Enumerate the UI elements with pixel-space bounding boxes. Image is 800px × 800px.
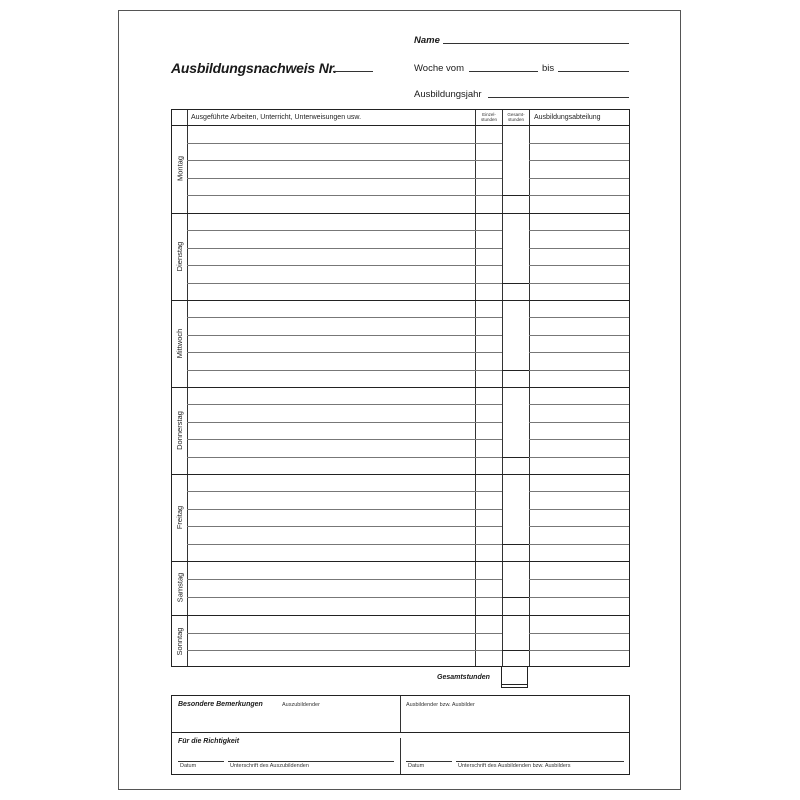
department-line[interactable] xyxy=(529,335,629,336)
entry-line[interactable] xyxy=(187,404,502,405)
total-hours-label: Gesamtstunden xyxy=(437,674,490,681)
entry-line[interactable] xyxy=(187,509,502,510)
form-title: Ausbildungsnachweis Nr. xyxy=(171,60,337,76)
day-label-dienstag: Dienstag xyxy=(175,241,184,271)
total-hours-line1: Gesamt- xyxy=(507,112,525,117)
signature-label-right: Unterschrift des Ausbildenden bzw. Ausbilders xyxy=(458,763,571,769)
department-line[interactable] xyxy=(529,509,629,510)
day-label-donnerstag: Donnerstag xyxy=(175,410,184,450)
day-separator xyxy=(172,474,629,475)
column-header-work: Ausgeführte Arbeiten, Unterricht, Unterweisungen usw. xyxy=(191,114,362,121)
column-divider xyxy=(502,110,503,666)
signature-line-right[interactable] xyxy=(456,761,624,762)
department-line[interactable] xyxy=(529,352,629,353)
entry-line[interactable] xyxy=(187,335,502,336)
department-line[interactable] xyxy=(529,422,629,423)
date-line-right[interactable] xyxy=(406,761,452,762)
department-line[interactable] xyxy=(529,544,629,545)
entry-line[interactable] xyxy=(187,143,502,144)
total-hours-line2: stunden xyxy=(507,117,524,122)
day-separator xyxy=(172,387,629,388)
column-divider xyxy=(187,110,188,666)
header-divider xyxy=(172,125,629,126)
remarks-divider xyxy=(172,732,629,733)
entry-line[interactable] xyxy=(187,422,502,423)
date-label-left: Datum xyxy=(180,763,197,769)
remarks-title: Besondere Bemerkungen xyxy=(178,701,263,708)
day-label-sonntag: Sonntag xyxy=(175,627,184,655)
remarks-section xyxy=(171,695,630,775)
department-line[interactable] xyxy=(529,526,629,527)
department-line[interactable] xyxy=(529,633,629,634)
name-label: Name xyxy=(414,35,440,46)
date-label-right: Datum xyxy=(408,763,425,769)
department-line[interactable] xyxy=(529,439,629,440)
column-divider xyxy=(475,110,476,666)
daily-total-line xyxy=(502,457,529,458)
entry-line[interactable] xyxy=(187,579,502,580)
daily-total-line xyxy=(502,370,529,371)
column-header-total-hours xyxy=(503,112,529,122)
daily-total-line xyxy=(502,195,529,196)
department-line[interactable] xyxy=(529,491,629,492)
trainer-remarks-label: Ausbildender bzw. Ausbilder xyxy=(406,702,475,708)
department-line[interactable] xyxy=(529,597,629,598)
department-line[interactable] xyxy=(529,650,629,651)
entry-line[interactable] xyxy=(187,370,502,371)
department-line[interactable] xyxy=(529,265,629,266)
training-year-label: Ausbildungsjahr xyxy=(414,89,482,100)
week-from-label: Woche vom xyxy=(414,63,464,74)
department-line[interactable] xyxy=(529,143,629,144)
department-line[interactable] xyxy=(529,579,629,580)
department-line[interactable] xyxy=(529,230,629,231)
entry-line[interactable] xyxy=(187,178,502,179)
entry-line[interactable] xyxy=(187,317,502,318)
entry-line[interactable] xyxy=(187,439,502,440)
entry-line[interactable] xyxy=(187,597,502,598)
department-line[interactable] xyxy=(529,195,629,196)
department-line[interactable] xyxy=(529,160,629,161)
day-label-freitag: Freitag xyxy=(175,505,184,529)
entry-line[interactable] xyxy=(187,544,502,545)
day-label-mittwoch: Mittwoch xyxy=(175,328,184,358)
name-field[interactable] xyxy=(443,43,629,44)
entry-line[interactable] xyxy=(187,265,502,266)
single-hours-line2: stunden xyxy=(480,117,497,122)
entry-line[interactable] xyxy=(187,457,502,458)
entry-line[interactable] xyxy=(187,230,502,231)
department-line[interactable] xyxy=(529,248,629,249)
column-divider xyxy=(529,110,530,666)
entry-line[interactable] xyxy=(187,352,502,353)
department-line[interactable] xyxy=(529,457,629,458)
department-line[interactable] xyxy=(529,178,629,179)
department-line[interactable] xyxy=(529,317,629,318)
daily-total-line xyxy=(502,283,529,284)
daily-total-line xyxy=(502,597,529,598)
column-header-department: Ausbildungsabteilung xyxy=(534,114,601,121)
training-year-field[interactable] xyxy=(488,97,629,98)
week-from-field[interactable] xyxy=(469,71,538,72)
day-label-samstag: Samstag xyxy=(175,572,184,603)
signature-line-left[interactable] xyxy=(228,761,394,762)
day-separator xyxy=(172,213,629,214)
day-separator xyxy=(172,615,629,616)
department-line[interactable] xyxy=(529,404,629,405)
daily-total-line xyxy=(502,650,529,651)
daily-total-line xyxy=(502,544,529,545)
column-header-single-hours xyxy=(476,112,502,122)
entry-line[interactable] xyxy=(187,160,502,161)
signature-split xyxy=(400,738,401,774)
entry-line[interactable] xyxy=(187,491,502,492)
date-line-left[interactable] xyxy=(178,761,224,762)
entry-line[interactable] xyxy=(187,248,502,249)
trainee-remarks-label: Auszubildender xyxy=(282,702,320,708)
entry-line[interactable] xyxy=(187,650,502,651)
department-line[interactable] xyxy=(529,370,629,371)
report-number-field[interactable] xyxy=(333,71,373,72)
week-to-label: bis xyxy=(542,63,555,74)
correctness-title: Für die Richtigkeit xyxy=(178,738,240,745)
entry-line[interactable] xyxy=(187,195,502,196)
week-to-field[interactable] xyxy=(558,71,629,72)
day-separator xyxy=(172,561,629,562)
entry-line[interactable] xyxy=(187,633,502,634)
day-separator xyxy=(172,300,629,301)
entry-line[interactable] xyxy=(187,283,502,284)
department-line[interactable] xyxy=(529,283,629,284)
signature-label-left: Unterschrift des Auszubildenden xyxy=(230,763,309,769)
total-hours-double-line xyxy=(501,684,528,685)
entry-line[interactable] xyxy=(187,526,502,527)
single-hours-line1: Einzel- xyxy=(482,112,496,117)
weekly-report-table xyxy=(171,109,630,667)
day-label-montag: Montag xyxy=(175,155,184,182)
remarks-split xyxy=(400,696,401,732)
